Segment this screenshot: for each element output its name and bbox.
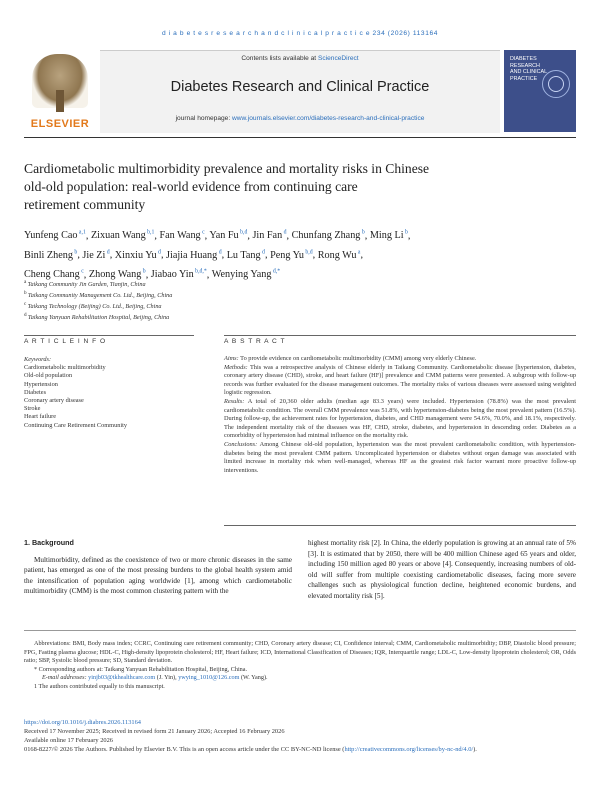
affiliation-item: $^c$ Taikang Technology (Beijing) Co. Ltd., Beijing, China [24,301,162,311]
abstract-text [224,355,576,475]
author-affiliation-mark[interactable]: a,1 [77,230,86,236]
abbreviations-footnote: Abbreviations: BMI, Body mass index; CCRC, Continuing care retirement community; CHD, Coronary artery disease; CI, Confidence interval; CMM, Cardiometabolic multimorbidity; DBP, Diastolic blood pressure; FPG, Fasting plasma glucose; HDL-C, High-density lipoprotein cholesterol; HF, Heart failure; ICD, International Classification of Diseases; IQR, Interquartile range; LDL-C, Low-density lipoprotein cholesterol; OR, Odds ratio; SBP, Systolic blood pressure; SD, Standard deviation. [24,640,576,665]
author-affiliation-mark[interactable]: d,* [271,268,281,275]
author-line: Cheng Chang $^c$, Zhong Wang $^b$, Jiabao Yin $^{b,d,*}$, Wenying Yang $^{d,*}$ [24,268,281,281]
homepage-link[interactable]: www.journals.elsevier.com/diabetes-research-and-clinical-practice [232,115,425,122]
author-name[interactable]: Jie Zi $^d$ [82,249,110,261]
body-paragraph: highest mortality risk [2]. In China, the elderly population is growing at an annual rate of 5% [3]. It is estimated that by 2050, there will be 400 million Chinese aged 65 years and older, including 150 million aged 80 years or above [4]. Consequently, increasing numbers of old-old will suffer from multiple coexisting cardiometabolic diseases, facing more severe challenges such as physiological function decline, heightened economic burdens, and elevated mortality risk [5]. [308,539,576,600]
article-title: Cardiometabolic multimorbidity prevalence and mortality risks in Chinese old-old population: real-world evidence from continuing care retirement community [24,161,430,212]
author-name[interactable]: Peng Yu $^{b,d}$ [270,249,313,261]
elsevier-logo [24,50,96,132]
abstract-bottom-rule [224,525,576,526]
body-right-column [308,538,576,602]
abstract-paragraph: Results: A total of 20,360 older adults (median age 83.3 years) were included. Hypertension (78.8%) was the most prevalent cardiometabolic condition. The overall CMM prevalence was 51.8%, with hypertension-diabetes being the most prevalent pattern (16.5%). During follow-up, the achievement rates for hypertension, diabetes, and CHD management were 54.6%, 70.0%, and 18.1%, respectively. The independent mortality risk of the diseases was HF, CHD, stroke, diabetes, and hypertension in descending order. Diabetes as a comorbidity of hypertension had minimal influence on the mortality risk. [224,397,576,440]
author-affiliation-mark[interactable]: b [72,249,78,256]
keyword-item: Coronary artery disease [24,397,84,405]
equal-contribution-footnote: 1 The authors contributed equally to this manuscript. [34,682,165,690]
header-divider [24,137,576,138]
abstract-rule [224,335,576,336]
author-name[interactable]: Jiabao Yin $^{b,d,*}$ [150,268,207,281]
keyword-item: Hypertension [24,380,58,388]
abstract-paragraph: Methods: This was a retrospective analysis of Chinese elderly in Taikang Community. Cardiometabolic disease [hypertension, diabetes, coronary artery disease (CHD), stroke, and heart failure (HF)] prevalence and CMM patterns were presented. A subgroup with follow-up records was further evaluated for the disease management outcomes. The mortality risks of various diseases were assessed using weighted logistic regression. [224,363,576,397]
citation-line: d i a b e t e s r e s e a r c h a n d c l i n i c a l p r a c t i c e 234 (2026) 113164 [161,30,439,37]
article-info-heading: A R T I C L E I N F O [24,338,107,345]
author-name[interactable]: Binli Zheng $^b$ [24,249,78,261]
email-footnote: E-mail addresses: yinjb03@tkhealthcare.com (J. Yin), ywying_1010@126.com (W. Yang). [42,674,268,682]
author-name[interactable]: Rong Wu $^a$ [317,249,361,261]
author-name[interactable]: Jiajia Huang $^d$ [166,249,222,261]
abstract-paragraph: Aims: To provide evidence on cardiometabolic multimorbidity (CMM) among very elderly Chinese. [224,355,477,362]
affiliations [24,278,544,322]
author-affiliation-mark[interactable]: c [79,268,84,275]
author-affiliation-mark[interactable]: b [403,230,408,236]
corresponding-footnote: * Corresponding authors at: Taikang Yanyuan Rehabilitation Hospital, Beijing, China. [34,665,248,673]
affiliation-item: $^b$ Taikang Community Management Co. Ltd., Beijing, China [24,290,173,300]
author-affiliation-mark[interactable]: d [282,230,287,236]
author-affiliation-mark[interactable]: b,1 [145,230,155,236]
abstract-heading: A B S T R A C T [224,338,286,345]
license-link[interactable]: http://creativecommons.org/licenses/by-nc-nd/4.0/ [344,746,474,753]
abstract-paragraph: Conclusions: Among Chinese old-old population, hypertension was the most prevalent cardiometabolic condition, with hypertension-diabetes being the most prevalent CMM pattern. Uncomplicated hypertension or diabetes without organ damage was associated with limited increase in mortality risk when well-managed, whereas HF as the greatest risk factor warrant more proactive follow-up interventions. [224,440,576,474]
author-name[interactable]: Wenying Yang $^{d,*}$ [211,268,281,281]
author-name[interactable]: Zixuan Wang $^{b,1}$ [90,230,155,242]
sciencedirect-link[interactable]: ScienceDirect [317,55,359,62]
email-link-yin[interactable]: yinjb03@tkhealthcare.com [88,674,156,682]
journal-header [24,50,576,132]
author-affiliation-mark[interactable]: b [141,268,146,275]
author-name[interactable]: Lu Tang $^d$ [226,249,265,261]
available-online: Available online 17 February 2026 [24,737,113,744]
article-info-rule [24,335,194,336]
author-affiliation-mark[interactable]: b,d [303,249,313,256]
author-name[interactable]: Jin Fan $^d$ [252,230,287,242]
author-affiliation-mark[interactable]: b [360,230,365,236]
author-affiliation-mark[interactable]: a [356,249,361,256]
keyword-item: Heart failure [24,413,56,421]
body-left-column [24,538,292,597]
keyword-item: Continuing Care Retirement Community [24,421,128,429]
email-link-yang[interactable]: ywying_1010@126.com [178,674,240,682]
journal-title: Diabetes Research and Clinical Practice [170,79,430,95]
affiliation-item: $^a$ Taikang Community Jin Garden, Tianjin, China [24,279,146,289]
author-line: Binli Zheng $^b$, Jie Zi $^d$, Xinxiu Yu $^d$, Jiajia Huang $^d$, Lu Tang $^d$, Peng Yu $^{b,d}$, Rong Wu $^a$, [24,249,364,261]
author-name[interactable]: Chunfang Zhang $^b$ [291,230,365,242]
journal-banner [100,50,500,133]
author-list [24,225,544,283]
body-paragraph: Multimorbidity, defined as the coexistence of two or more chronic diseases in the same patient, has emerged as one of the most pressing burdens to the global health system amid the intensification of population aging worldwide [1], among which cardiometabolic multimorbidity (CMM) is the most common clustering pattern with the [24,555,292,596]
footnotes [24,640,576,692]
author-line: Yunfeng Cao $^{a,1}$, Zixuan Wang $^{b,1}$, Fan Wang $^c$, Yan Fu $^{b,d}$, Jin Fan $^d$, Chunfang Zhang $^b$, Ming Li $^b$, [24,230,411,242]
keywords-block [24,356,194,430]
keywords-label: Keywords: [24,356,52,363]
doi-link[interactable]: https://doi.org/10.1016/j.diabres.2026.113164 [24,719,141,726]
keyword-item: Diabetes [24,388,47,396]
cover-title: DIABETES RESEARCH AND CLINICAL PRACTICE [510,56,547,82]
author-affiliation-mark[interactable]: d [105,249,110,256]
license-line: 0168-8227/© 2026 The Authors. Published by Elsevier B.V. This is an open access article under the CC BY-NC-ND license (http://creativecommons.org/licenses/by-nc-nd/4.0/). [24,746,477,753]
author-name[interactable]: Zhong Wang $^b$ [88,268,146,281]
author-affiliation-mark[interactable]: d [156,249,161,256]
affiliation-item: $^d$ Taikang Yanyuan Rehabilitation Hospital, Beijing, China [24,312,170,322]
author-affiliation-mark[interactable]: d [217,249,222,256]
author-name[interactable]: Cheng Chang $^c$ [24,268,84,281]
section-heading: 1. Background [24,538,74,547]
author-name[interactable]: Xinxiu Yu $^d$ [114,249,161,261]
author-affiliation-mark[interactable]: b,d [238,230,248,236]
journal-cover [504,50,576,132]
keyword-item: Stroke [24,405,41,413]
keyword-item: Cardiometabolic multimorbidity [24,364,106,372]
author-name[interactable]: Yunfeng Cao $^{a,1}$ [24,230,86,242]
author-name[interactable]: Fan Wang $^c$ [159,230,205,242]
author-name[interactable]: Yan Fu $^{b,d}$ [209,230,248,242]
author-affiliation-mark[interactable]: b,d,* [193,268,207,275]
publication-info [24,718,576,754]
contents-line: Contents lists available at ScienceDirect [241,55,359,62]
received-dates: Received 17 November 2025; Received in revised form 21 January 2026; Accepted 16 February 2026 [24,728,285,735]
keyword-item: Old-old population [24,372,73,380]
publisher-name: ELSEVIER [30,118,90,130]
homepage-line: journal homepage: www.journals.elsevier.com/diabetes-research-and-clinical-practice [175,115,425,122]
author-affiliation-mark[interactable]: d [260,249,265,256]
author-affiliation-mark[interactable]: c [200,230,205,236]
author-name[interactable]: Ming Li $^b$ [369,230,408,242]
footnote-rule [24,630,576,631]
